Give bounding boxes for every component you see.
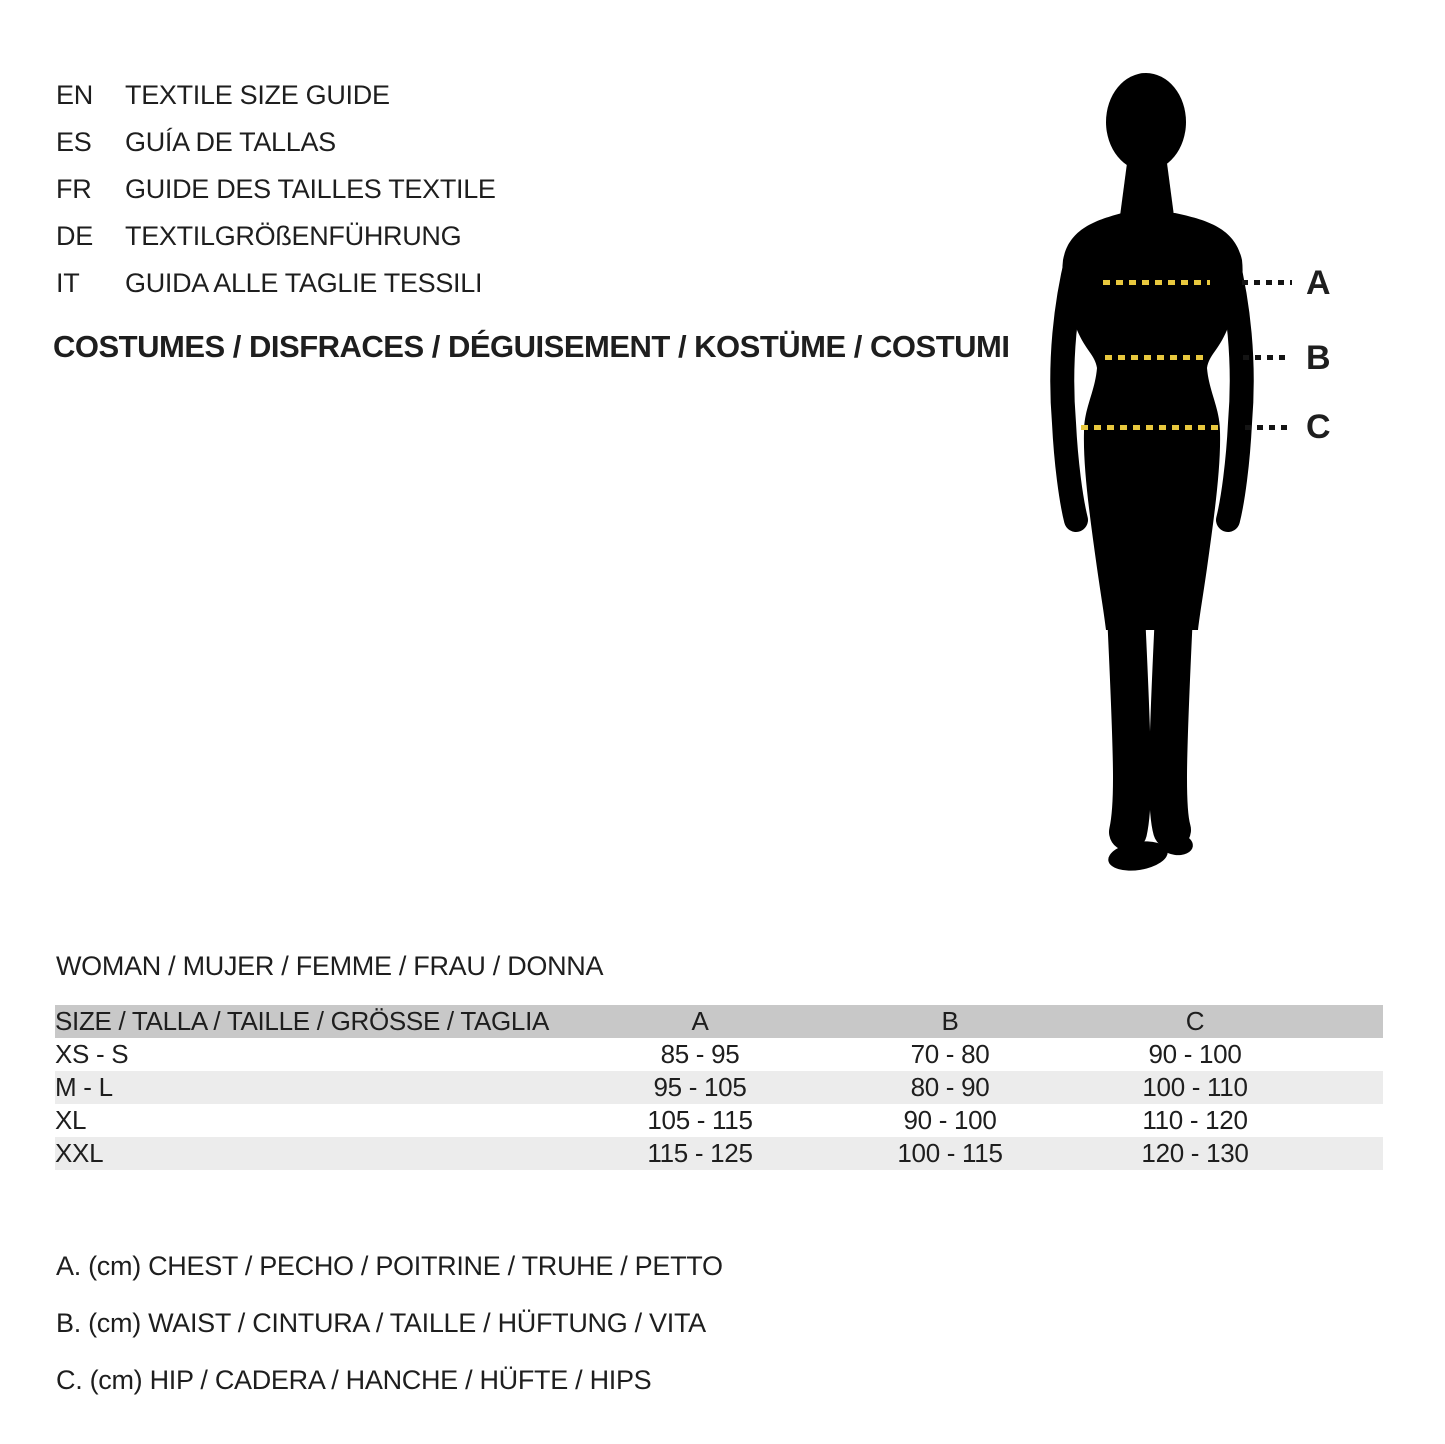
silhouette-right-leg — [1168, 613, 1174, 830]
value-cell-b: 90 - 100 — [903, 1105, 997, 1135]
value-cell-b: 80 - 90 — [825, 1071, 1075, 1104]
marker-label-b: B — [1306, 339, 1331, 377]
lang-row-it — [56, 268, 482, 298]
value-cell-a: 115 - 125 — [575, 1137, 825, 1170]
size-table — [55, 1005, 1383, 1170]
value-cell-b: 100 - 115 — [825, 1137, 1075, 1170]
waist-leader-line — [1243, 355, 1291, 360]
table-row-m-l — [55, 1071, 1383, 1104]
silhouette-torso — [1062, 213, 1242, 630]
size-cell: XXL — [55, 1137, 575, 1170]
filler-cell — [1315, 1071, 1383, 1104]
legend-prefix: B. (cm) — [56, 1308, 141, 1338]
value-cell-a: 95 - 105 — [575, 1071, 825, 1104]
header-filler-cell — [1315, 1005, 1383, 1038]
silhouette-neck — [1120, 148, 1174, 216]
value-cell-c: 90 - 100 — [1148, 1039, 1242, 1069]
lang-label: GUÍA DE TALLAS — [125, 127, 336, 157]
lang-code: DE — [56, 221, 93, 251]
size-cell: XS - S — [55, 1039, 129, 1069]
lang-row-es — [56, 127, 336, 157]
table-header-row — [55, 1005, 1383, 1038]
size-cell: M - L — [55, 1071, 575, 1104]
lang-code: EN — [56, 80, 93, 110]
silhouette-left-leg — [1126, 613, 1132, 832]
marker-label-a: A — [1306, 264, 1331, 302]
woman-silhouette-figure — [1035, 68, 1265, 878]
table-row-xs-s — [55, 1038, 1383, 1071]
legend-prefix: C. (cm) — [56, 1365, 143, 1395]
value-cell-c: 100 - 110 — [1075, 1071, 1315, 1104]
column-header-b: B — [825, 1005, 1075, 1038]
lang-code: ES — [56, 127, 92, 157]
waist-measure-line — [1105, 355, 1205, 360]
woman-silhouette-svg — [1035, 68, 1265, 878]
lang-row-en — [56, 80, 390, 110]
value-cell-c: 120 - 130 — [1075, 1137, 1315, 1170]
size-header-cell: SIZE / TALLA / TAILLE / GRÖSSE / TAGLIA — [55, 1005, 575, 1038]
silhouette-left-arm — [1062, 250, 1079, 520]
value-cell-a: 85 - 95 — [660, 1039, 740, 1069]
legend-prefix: A. (cm) — [56, 1251, 141, 1281]
table-row-xl — [55, 1104, 1383, 1137]
legend-label: CHEST / PECHO / POITRINE / TRUHE / PETTO — [148, 1251, 723, 1281]
hip-measure-line — [1081, 425, 1218, 430]
legend-row-chest — [56, 1251, 723, 1282]
lang-code: IT — [56, 268, 80, 298]
column-header-c: C — [1075, 1005, 1315, 1038]
lang-label: GUIDA ALLE TAGLIE TESSILI — [125, 268, 483, 298]
size-cell: XL — [55, 1105, 87, 1135]
legend-row-hip — [56, 1365, 651, 1396]
column-header-a: A — [575, 1005, 825, 1038]
lang-row-fr — [56, 174, 496, 204]
lang-label: GUIDE DES TAILLES TEXTILE — [125, 174, 496, 204]
section-title-woman: WOMAN / MUJER / FEMME / FRAU / DONNA — [56, 951, 604, 981]
chest-measure-line — [1103, 280, 1210, 285]
table-row-xxl — [55, 1137, 1383, 1170]
value-cell-a: 105 - 115 — [647, 1105, 753, 1135]
legend-row-waist — [56, 1308, 706, 1339]
silhouette-right-arm — [1225, 250, 1242, 520]
legend-label: WAIST / CINTURA / TAILLE / HÜFTUNG / VITA — [148, 1308, 706, 1338]
lang-row-de — [56, 221, 461, 251]
filler-cell — [1315, 1137, 1383, 1170]
category-title: COSTUMES / DISFRACES / DÉGUISEMENT / KOSTÜME / COSTUMI — [53, 329, 1010, 364]
chest-leader-line — [1242, 280, 1292, 285]
value-cell-c: 110 - 120 — [1142, 1105, 1248, 1135]
lang-label: TEXTILGRÖßENFÜHRUNG — [125, 221, 462, 251]
lang-code: FR — [56, 174, 92, 204]
hip-leader-line — [1245, 425, 1293, 430]
filler-cell — [1315, 1104, 1383, 1137]
filler-cell — [1315, 1038, 1383, 1071]
marker-label-c: C — [1306, 408, 1331, 446]
legend-label: HIP / CADERA / HANCHE / HÜFTE / HIPS — [149, 1365, 652, 1395]
value-cell-b: 70 - 80 — [910, 1039, 990, 1069]
lang-label: TEXTILE SIZE GUIDE — [125, 80, 390, 110]
